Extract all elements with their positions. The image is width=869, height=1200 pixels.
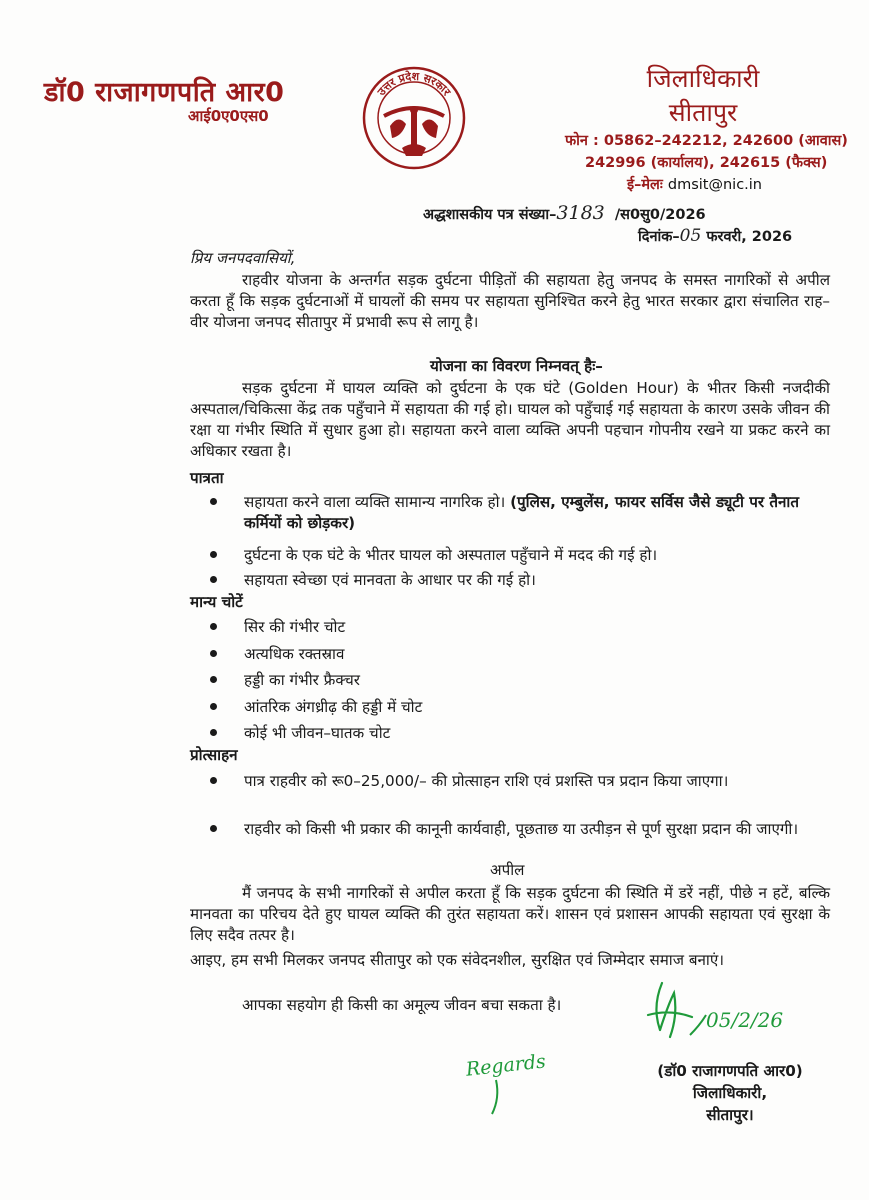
bullet-dot: [210, 623, 217, 630]
email-label: ई–मेलः: [627, 177, 663, 193]
appeal-paragraph-1: मैं जनपद के सभी नागरिकों से अपील करता हूँ कि सड़क दुर्घटना की स्थिति में डरें नहीं, पीछे न हटें, बल्कि मानवता का परिचय देते हुए घायल व्यक्ति की तुरंत सहायता करें। शासन एवं प्रशासन आपकी सहायता एवं सुरक्षा के लिए सदैव तत्पर है।: [190, 884, 830, 944]
bullet-dot: [210, 650, 217, 657]
eligibility-exception: (पुलिस, एम्बुलेंस, फायर सर्विस जैसे ड्यूटी पर तैनात कर्मियों को छोड़कर): [244, 493, 800, 532]
letter-reference: [423, 202, 706, 224]
designation: जिलाधिकारी: [646, 64, 760, 93]
officer-service: आई0ए0एस0: [188, 107, 269, 125]
eligibility-item-1: सहायता करने वाला व्यक्ति सामान्य नागरिक हो। (पुलिस, एम्बुलेंस, फायर सर्विस जैसे ड्यूटी पर तैनात कर्मियों को छोड़कर): [244, 493, 800, 532]
incentive-item-1: पात्र राहवीर को रू0–25,000/– की प्रोत्साहन राशि एवं प्रशस्ति पत्र प्रदान किया जाएगा।: [244, 772, 729, 790]
bullet-dot: [210, 703, 217, 710]
appeal-paragraph-3: आपका सहयोग ही किसी का अमूल्य जीवन बचा सकता है।: [242, 996, 562, 1014]
appeal-paragraph-2: आइए, हम सभी मिलकर जनपद सीतापुर को एक संवेदनशील, सुरक्षित एवं जिम्मेदार समाज बनाएं।: [190, 951, 725, 969]
bullet-dot: [210, 551, 217, 558]
injury-item-5: कोई भी जीवन–घातक चोट: [244, 724, 391, 742]
bullet-dot: [210, 576, 217, 583]
bullet-dot: [210, 777, 217, 784]
list-item: [216, 670, 830, 691]
injuries-heading: मान्य चोटें: [190, 593, 243, 611]
list-item: [216, 570, 830, 591]
injury-item-4: आंतरिक अंगध्रीढ़ की हड्डी में चोट: [244, 698, 423, 716]
date-month-year: फरवरी, 2026: [706, 229, 793, 245]
handwritten-signature: [640, 975, 800, 1045]
list-item: [216, 771, 830, 792]
handwritten-regards: [462, 1038, 552, 1118]
intro-paragraph: राहवीर योजना के अन्तर्गत सड़क दुर्घटना पीड़ितों की सहायता हेतु जनपद के समस्त नागरिकों से अपील करता हूँ कि सड़क दुर्घटनाओं में घायलों की समय पर सहायता सुनिश्चित करने हेतु भारत सरकार द्वारा संचालित राह–वीर योजना जनपद सीतापुर में प्रभावी रूप से लागू है।: [190, 271, 830, 331]
scheme-paragraph: सड़क दुर्घटना में घायल व्यक्ति को दुर्घटना के एक घंटे (Golden Hour) के भीतर किसी नजदीकी अस्पताल/चिकित्सा केंद्र तक पहुँचाने में सहायता की गई हो। घायल को पहुँचाई गई सहायता के कारण उसके जीवन की रक्षा या गंभीर स्थिति में सुधार हुआ हो। सहायता करने वाला व्यक्ति अपनी पहचान गोपनीय रखने या प्रकट करने का अधिकार रखता है।: [190, 379, 830, 460]
eligibility-item-3: सहायता स्वेच्छा एवं मानवता के आधार पर की गई हो।: [244, 571, 536, 589]
up-government-emblem: [362, 66, 466, 170]
office-phone-line: 242996 (कार्यालय), 242615 (फैक्स): [585, 155, 828, 171]
office-heading: [628, 62, 778, 130]
reference-label: अद्धशासकीय पत्र संख्या–: [423, 207, 557, 223]
scheme-heading: योजना का विवरण निम्नवत् हैः–: [430, 357, 603, 375]
eligibility-heading: पात्रता: [190, 469, 224, 487]
list-item: [216, 819, 830, 840]
regards-text: Regards: [464, 1050, 547, 1081]
officer-name: डॉ0 राजागणपति आर0: [44, 77, 285, 108]
signatory-name: (डॉ0 राजागणपति आर0): [657, 1062, 803, 1080]
injury-item-3: हड्डी का गंभीर फ्रैक्चर: [244, 671, 360, 689]
email-address[interactable]: dmsit@nic.in: [667, 177, 762, 193]
list-item: [216, 492, 830, 534]
date-label: दिनांक–: [638, 229, 680, 245]
emblem-text: उत्तर प्रदेश सरकार: [374, 69, 454, 99]
letter-date: [638, 226, 792, 246]
signature-block: [640, 1060, 820, 1126]
email-line: [627, 174, 762, 194]
bullet-dot: [210, 498, 217, 505]
list-item: [216, 644, 830, 665]
list-item: [216, 617, 830, 638]
list-item: [216, 697, 830, 718]
eligibility-item-2: दुर्घटना के एक घंटे के भीतर घायल को अस्पताल पहुँचाने में मदद की गई हो।: [244, 546, 658, 564]
injury-item-1: सिर की गंभीर चोट: [244, 618, 346, 636]
date-day: 05: [679, 226, 702, 246]
svg-text:उत्तर प्रदेश सरकार: [374, 69, 453, 99]
incentive-heading: प्रोत्साहन: [190, 746, 238, 764]
injury-item-2: अत्यधिक रक्तस्राव: [244, 645, 345, 663]
bullet-dot: [210, 676, 217, 683]
bullet-dot: [210, 729, 217, 736]
district: सीतापुर: [668, 98, 738, 127]
greeting: प्रिय जनपदवासियों,: [190, 249, 296, 267]
reference-number: 3183: [556, 202, 605, 224]
reference-suffix: /स0सु0/2026: [614, 207, 706, 223]
incentive-item-2: राहवीर को किसी भी प्रकार की कानूनी कार्यवाही, पूछताछ या उत्पीड़न से पूर्ण सुरक्षा प्रदान की जाएगी।: [244, 820, 799, 838]
signatory-designation: जिलाधिकारी,: [692, 1084, 768, 1102]
signature-date: 05/2/26: [706, 1008, 784, 1032]
signatory-district: सीतापुर।: [706, 1106, 754, 1124]
appeal-heading: अपील: [490, 861, 525, 879]
list-item: [216, 723, 830, 744]
list-item: [216, 545, 830, 566]
bullet-dot: [210, 825, 217, 832]
phone-line: फोन : 05862–242212, 242600 (आवास): [565, 133, 848, 149]
